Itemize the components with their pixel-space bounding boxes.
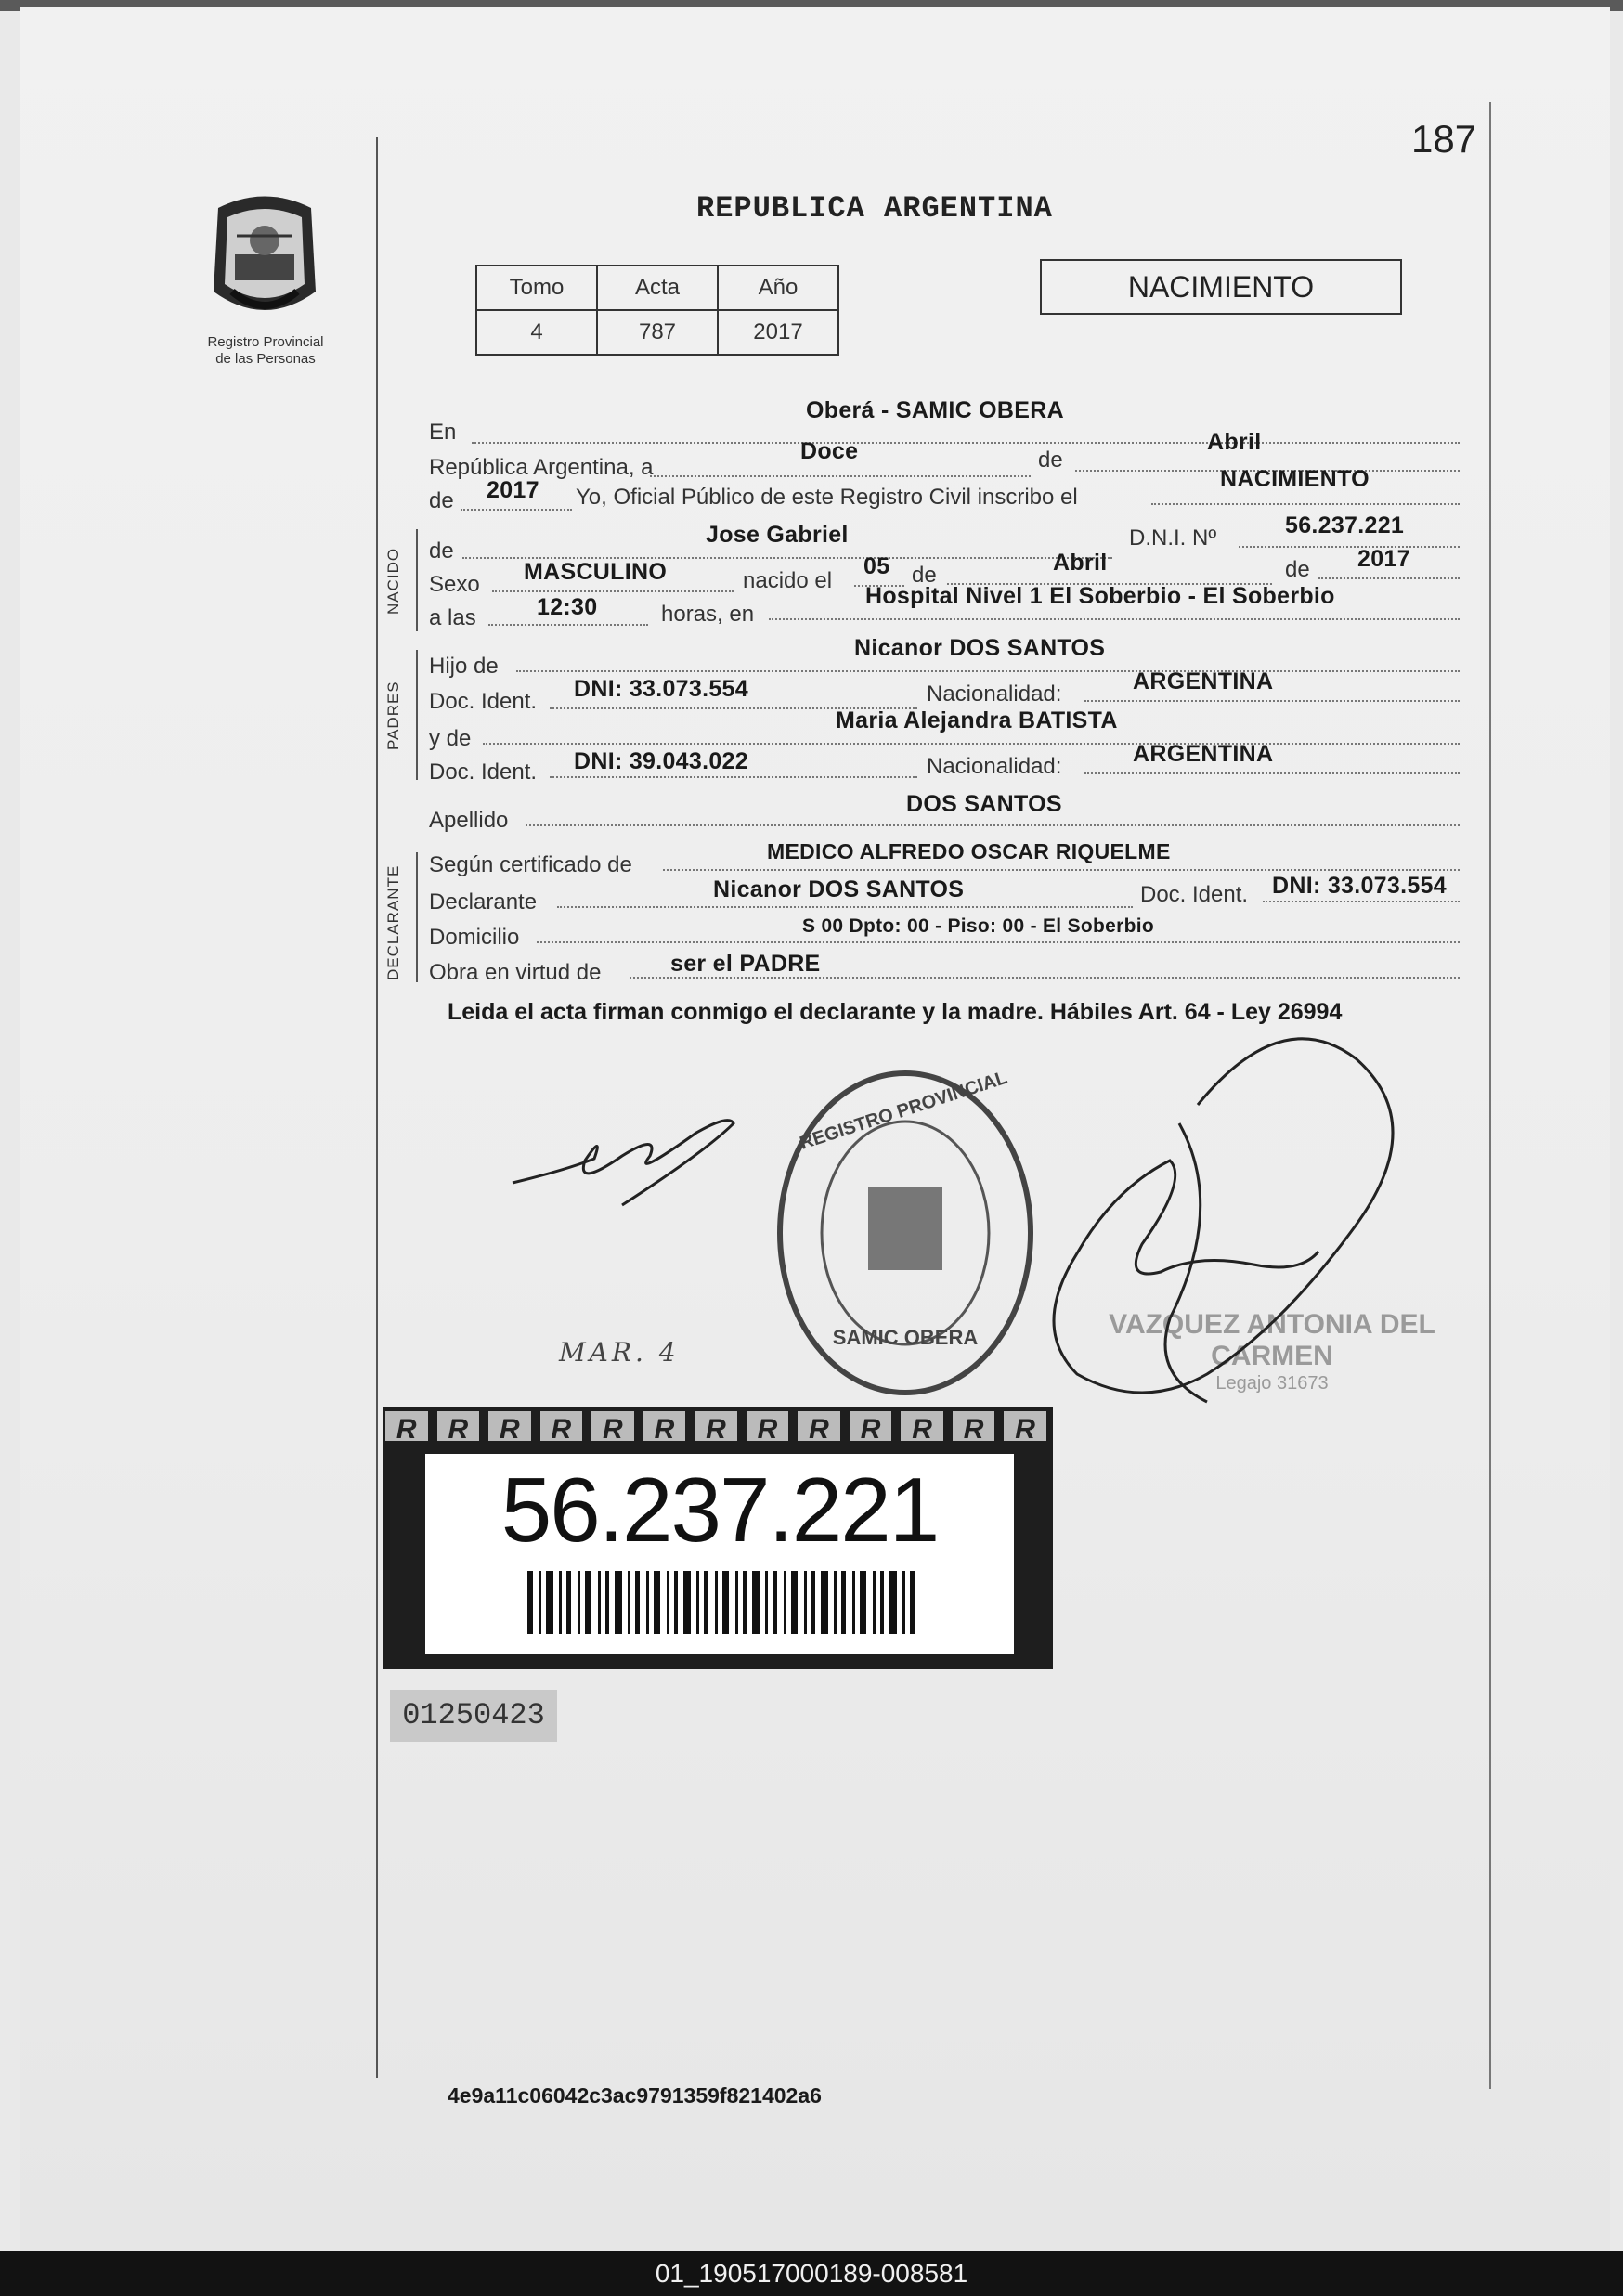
left-margin-line	[376, 137, 378, 2078]
sticker-dni-number: 56.237.221	[500, 1459, 939, 1561]
dotted-line	[461, 509, 572, 511]
value-lugar: Oberá - SAMIC OBERA	[806, 397, 1064, 423]
label-domicilio: Domicilio	[429, 925, 520, 950]
serial-number: 01250423	[390, 1690, 557, 1742]
value-declarante: Nicanor DOS SANTOS	[713, 876, 965, 902]
closing-text: Leida el acta firman conmigo el declarante y la madre. Hábiles Art. 64 - Ley 26994	[448, 999, 1343, 1025]
handwritten-note: MAR. 4	[559, 1337, 680, 1368]
value-madre-doc: DNI: 39.043.022	[574, 748, 748, 774]
officer-legajo: Legajo 31673	[1215, 1373, 1329, 1394]
label-y-de: y de	[429, 726, 472, 751]
value-lugar-nac: Hospital Nivel 1 El Soberbio - El Soberbio	[865, 583, 1335, 609]
label-de-name: de	[429, 538, 454, 564]
dotted-line	[1239, 546, 1460, 548]
label-oficial: Yo, Oficial Público de este Registro Civil inscribo el	[576, 485, 1078, 510]
value-madre-nac: ARGENTINA	[1133, 741, 1274, 767]
value-nombre: Jose Gabriel	[706, 522, 849, 548]
sticker-letter: R	[591, 1411, 638, 1441]
dotted-line	[557, 906, 1133, 908]
dotted-line	[1084, 700, 1460, 702]
barcode-icon	[527, 1571, 917, 1634]
value-anio-nac: 2017	[1357, 546, 1410, 572]
dotted-line	[769, 618, 1460, 620]
label-en: En	[429, 420, 457, 445]
dotted-line	[1263, 901, 1460, 902]
sticker-letter: R	[488, 1411, 535, 1441]
sticker-letter: R	[643, 1411, 690, 1441]
record-table-cell: 787	[597, 310, 718, 355]
record-table-header: Tomo	[476, 266, 597, 310]
value-hora: 12:30	[537, 594, 598, 620]
value-padre-doc: DNI: 33.073.554	[574, 676, 748, 702]
label-declarante: Declarante	[429, 889, 538, 915]
label-de-day: de	[912, 563, 937, 588]
value-dia-nac: 05	[863, 553, 890, 579]
sticker-letter: R	[953, 1411, 999, 1441]
sticker-letter: R	[798, 1411, 844, 1441]
dotted-line	[1318, 577, 1460, 579]
registry-caption-line: de las Personas	[215, 351, 316, 367]
dotted-line	[663, 869, 1460, 871]
dotted-line	[488, 624, 648, 626]
province-emblem-icon	[200, 189, 330, 329]
dotted-line	[492, 590, 734, 592]
label-horas: horas, en	[661, 602, 755, 627]
dotted-line	[1151, 503, 1460, 505]
label-de-year: de	[429, 488, 454, 513]
record-table-header: Año	[718, 266, 838, 310]
registry-caption-line: Registro Provincial	[207, 334, 324, 350]
label-de-year2: de	[1285, 557, 1310, 582]
dotted-line	[526, 824, 1460, 826]
label-republica: República Argentina, a	[429, 455, 654, 480]
officer-name: VAZQUEZ ANTONIA DEL CARMEN	[1109, 1309, 1435, 1371]
value-apellido: DOS SANTOS	[906, 791, 1062, 817]
document-title: REPUBLICA ARGENTINA	[696, 191, 1053, 226]
dotted-line	[483, 743, 1460, 745]
label-de-mes: de	[1038, 448, 1063, 473]
record-table-cell: 2017	[718, 310, 838, 355]
dotted-line	[516, 670, 1460, 672]
value-certificado: MEDICO ALFREDO OSCAR RIQUELME	[767, 839, 1171, 863]
sticker-letter: R	[695, 1411, 741, 1441]
right-margin-line	[1489, 102, 1491, 2089]
section-label-padres: PADRES	[384, 681, 402, 750]
dotted-line	[472, 442, 1460, 444]
value-padre: Nicanor DOS SANTOS	[854, 635, 1106, 661]
stamp-center-text: SAMIC OBERA	[832, 1326, 979, 1349]
dotted-line	[537, 941, 1460, 943]
section-bar	[416, 529, 418, 631]
section-bar	[416, 650, 418, 780]
label-a-las: a las	[429, 605, 476, 630]
official-signature	[511, 1105, 752, 1216]
value-domicilio: S 00 Dpto: 00 - Piso: 00 - El Soberbio	[802, 915, 1154, 937]
sticker-letter: R	[850, 1411, 896, 1441]
label-apellido: Apellido	[429, 808, 509, 833]
value-anio: 2017	[487, 477, 539, 503]
sticker-letter: R	[437, 1411, 484, 1441]
sticker-pattern	[383, 1407, 1053, 1445]
label-doc-ident: Doc. Ident.	[429, 689, 538, 714]
record-table	[475, 265, 839, 356]
value-mes: Abril	[1207, 429, 1262, 455]
declarant-signature	[1040, 1021, 1486, 1411]
value-dia: Doce	[800, 438, 859, 464]
label-dni: D.N.I. Nº	[1129, 525, 1217, 551]
round-official-stamp	[771, 1066, 1040, 1400]
record-type-box: NACIMIENTO	[1040, 259, 1402, 315]
label-sexo: Sexo	[429, 572, 480, 597]
value-sexo: MASCULINO	[524, 559, 668, 585]
value-dni: 56.237.221	[1285, 512, 1405, 538]
value-padre-nac: ARGENTINA	[1133, 668, 1274, 694]
record-table-cell: 4	[476, 310, 597, 355]
dotted-line	[1084, 772, 1460, 774]
stamp-text: REGISTRO PROVINCIAL	[797, 1067, 1010, 1154]
label-obra: Obra en virtud de	[429, 960, 602, 985]
value-inscripcion: NACIMIENTO	[1220, 466, 1370, 492]
footer-id: 01_190517000189-008581	[0, 2251, 1623, 2296]
label-nacionalidad: Nacionalidad:	[927, 681, 1062, 707]
dotted-line	[550, 776, 917, 778]
registry-caption	[182, 334, 349, 368]
value-declarante-doc: DNI: 33.073.554	[1272, 873, 1447, 899]
sticker-letter: R	[901, 1411, 947, 1441]
value-obra: ser el PADRE	[670, 951, 821, 977]
security-sticker	[383, 1407, 1053, 1669]
page-number: 187	[1411, 117, 1477, 161]
label-nacido: nacido el	[743, 568, 833, 593]
label-segun: Según certificado de	[429, 852, 632, 877]
record-table-header: Acta	[597, 266, 718, 310]
label-doc-ident: Doc. Ident.	[429, 759, 538, 785]
sticker-label	[425, 1454, 1014, 1654]
label-doc-ident: Doc. Ident.	[1140, 882, 1249, 907]
sticker-letter: R	[385, 1411, 432, 1441]
label-nacionalidad: Nacionalidad:	[927, 754, 1062, 779]
sticker-letter: R	[1004, 1411, 1050, 1441]
section-bar	[416, 852, 418, 982]
value-mes-nac: Abril	[1053, 550, 1108, 576]
section-label-declarante: DECLARANTE	[384, 864, 402, 980]
sticker-letter: R	[540, 1411, 587, 1441]
value-madre: Maria Alejandra BATISTA	[836, 707, 1118, 733]
document-hash: 4e9a11c06042c3ac9791359f821402a6	[448, 2083, 822, 2108]
section-label-nacido: NACIDO	[384, 547, 402, 615]
label-hijo-de: Hijo de	[429, 654, 499, 679]
dotted-line	[650, 475, 1031, 477]
sticker-letter: R	[747, 1411, 793, 1441]
